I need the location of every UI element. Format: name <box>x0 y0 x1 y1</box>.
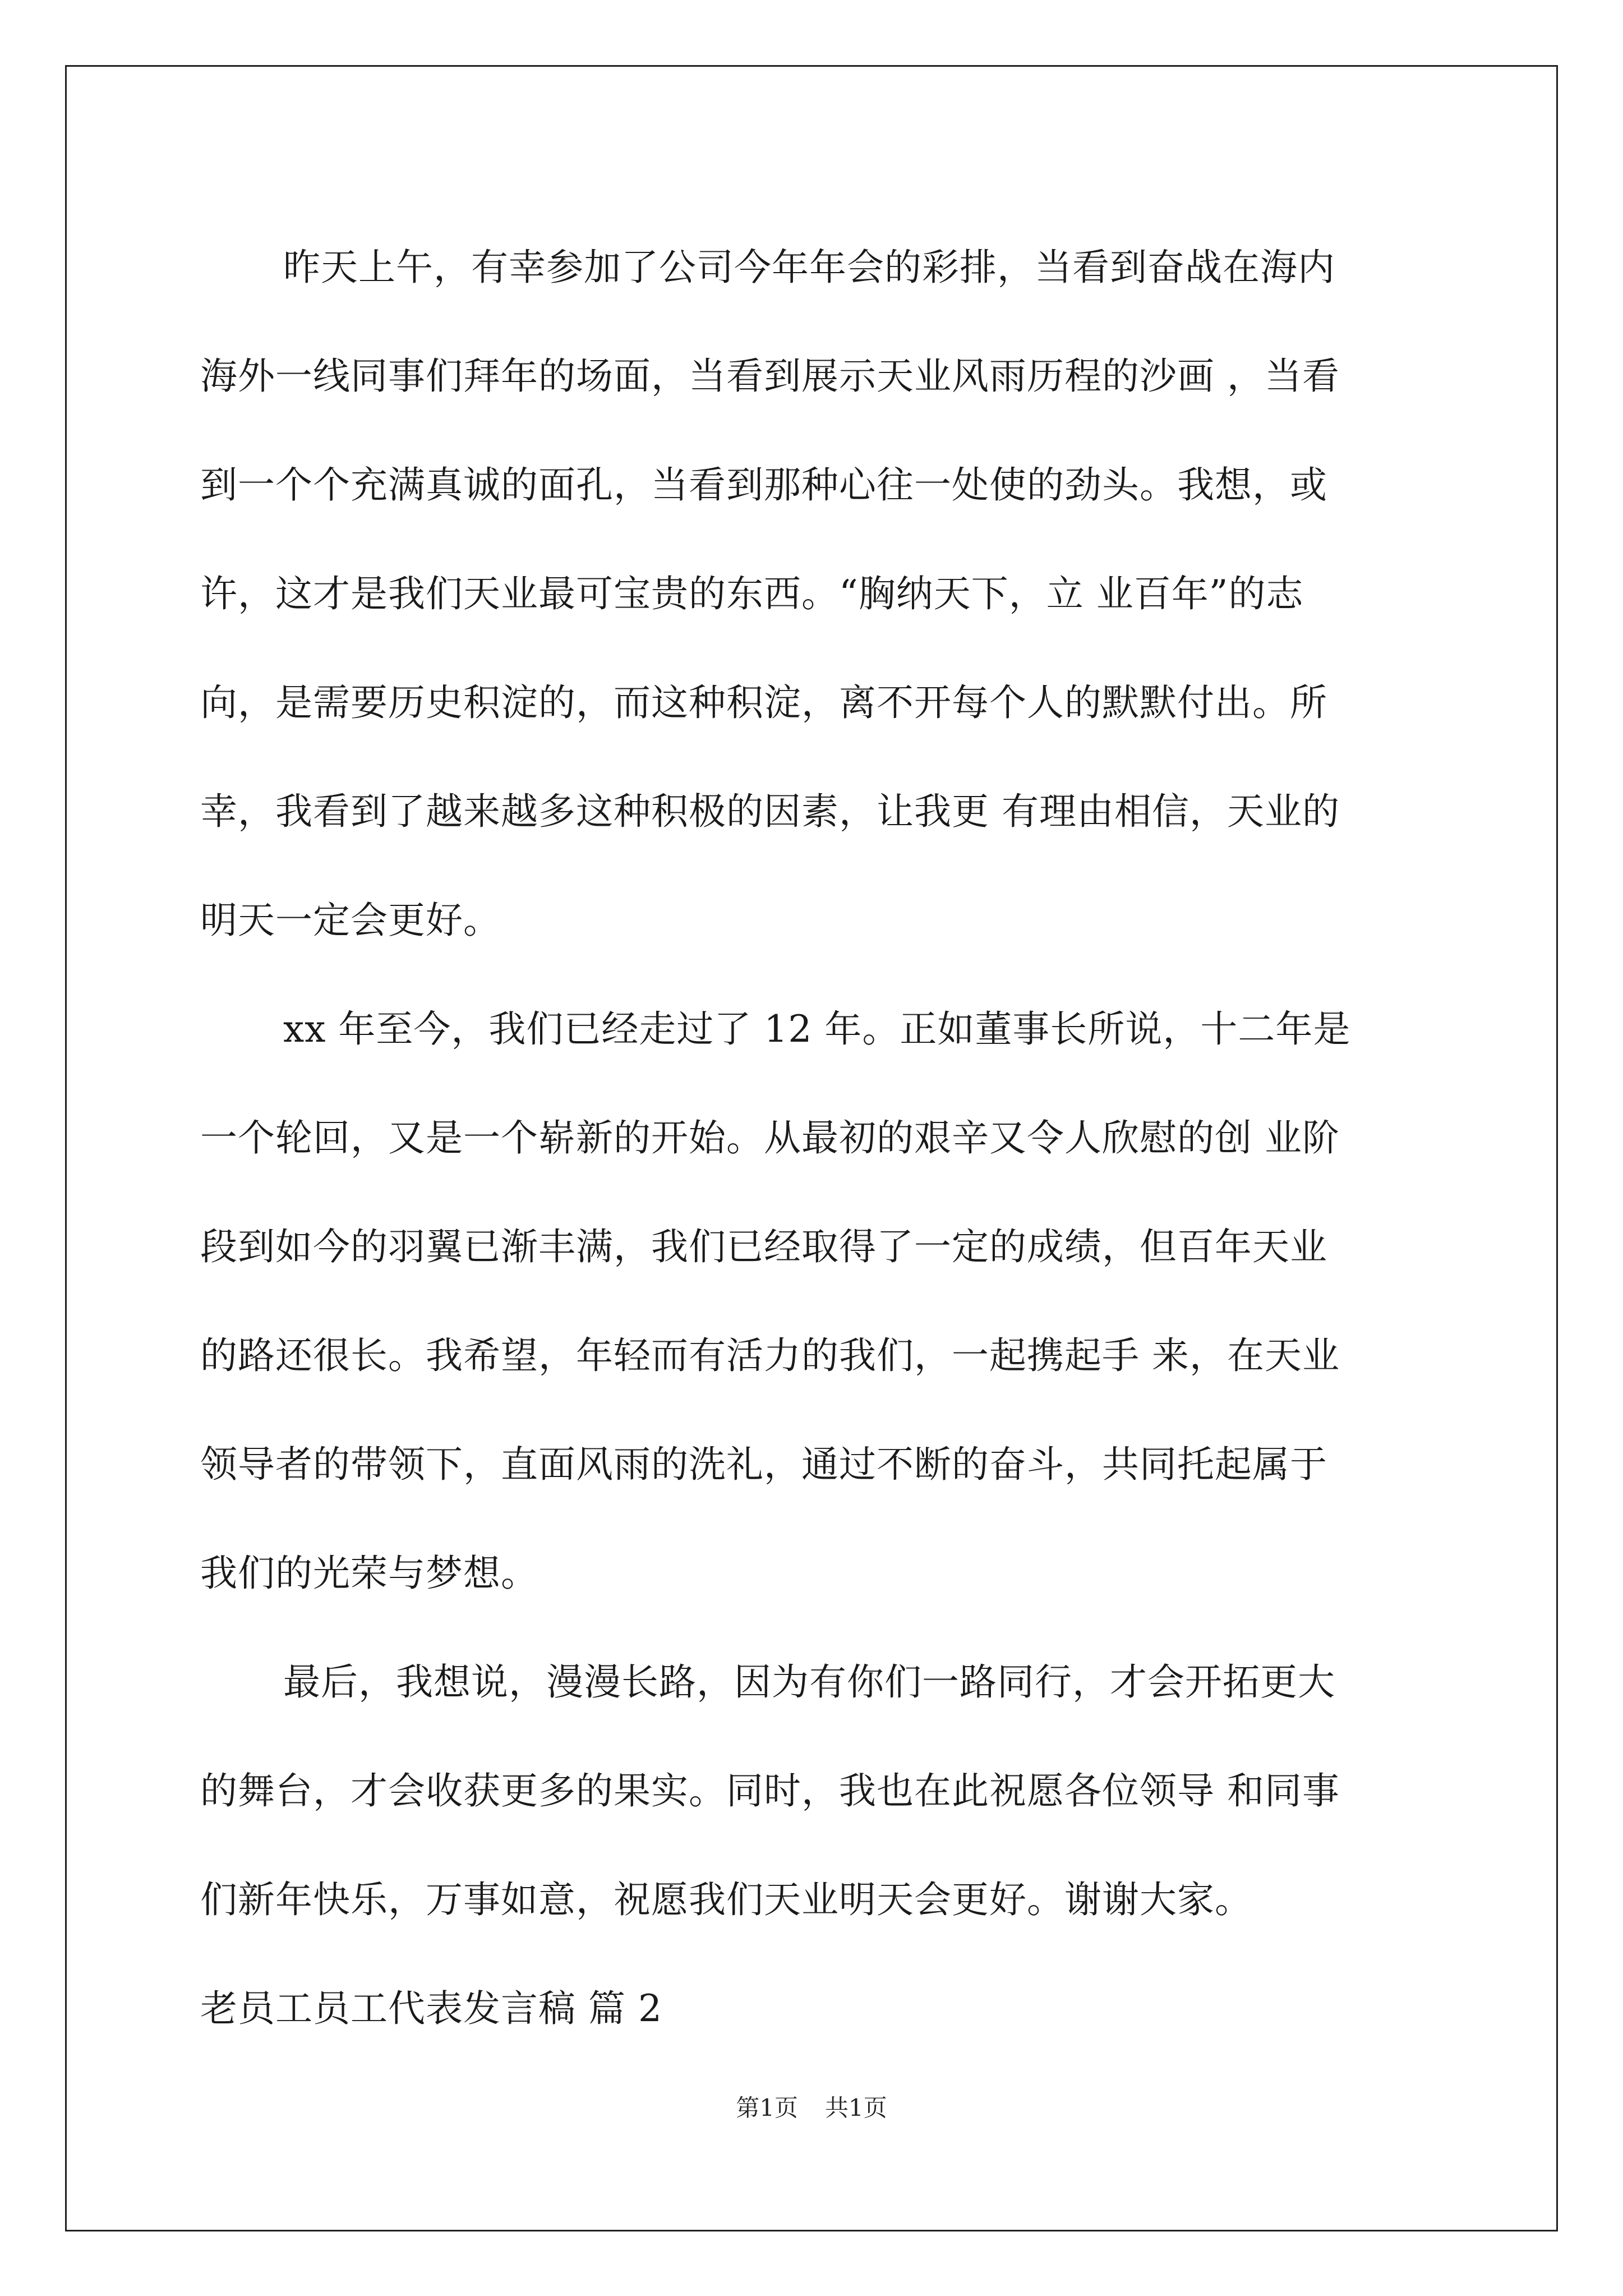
paragraph-line: 段到如今的羽翼已渐丰满，我们已经取得了一定的成绩，但百年天业 <box>200 1225 1327 1268</box>
paragraph-line: 幸，我看到了越来越多这种积极的因素，让我更 有理由相信，天业的 <box>200 790 1340 833</box>
paragraph-line: 的舞台，才会收获更多的果实。同时，我也在此祝愿各位领导 和同事 <box>200 1769 1340 1812</box>
page-number: 第1页 <box>736 2094 798 2122</box>
paragraph-line: 我们的光荣与梦想。 <box>200 1552 538 1595</box>
paragraph-line: xx 年至今，我们已经走过了 12 年。正如董事长所说，十二年是 <box>283 1007 1351 1051</box>
paragraph-line: 们新年快乐，万事如意，祝愿我们天业明天会更好。谢谢大家。 <box>200 1878 1252 1921</box>
paragraph-line: 明天一定会更好。 <box>200 899 501 942</box>
page-total: 共1页 <box>825 2094 887 2122</box>
paragraph-line: 最后，我想说，漫漫长路，因为有你们一路同行，才会开拓更大 <box>283 1660 1335 1704</box>
section-heading: 老员工员工代表发言稿 篇 2 <box>200 1987 662 2030</box>
paragraph-line: 的路还很长。我希望，年轻而有活力的我们，一起携起手 来，在天业 <box>200 1334 1340 1377</box>
paragraph-line: 一个轮回，又是一个崭新的开始。从最初的艰辛又令人欣慰的创 业阶 <box>200 1116 1340 1159</box>
page-footer <box>0 2091 1623 2125</box>
paragraph-line: 向，是需要历史积淀的，而这种积淀，离不开每个人的默默付出。所 <box>200 681 1327 724</box>
paragraph-line: 许，这才是我们天业最可宝贵的东西。“胸纳天下，立 业百年”的志 <box>200 572 1304 615</box>
paragraph-line: 到一个个充满真诚的面孔，当看到那种心往一处使的劲头。我想，或 <box>200 463 1327 507</box>
paragraph-line: 海外一线同事们拜年的场面，当看到展示天业风雨历程的沙画 ，当看 <box>200 355 1340 398</box>
paragraph-line: 领导者的带领下，直面风雨的洗礼，通过不断的奋斗，共同托起属于 <box>200 1443 1327 1486</box>
document-body <box>200 213 1423 2063</box>
paragraph-line: 昨天上午，有幸参加了公司今年年会的彩排，当看到奋战在海内 <box>283 246 1335 289</box>
